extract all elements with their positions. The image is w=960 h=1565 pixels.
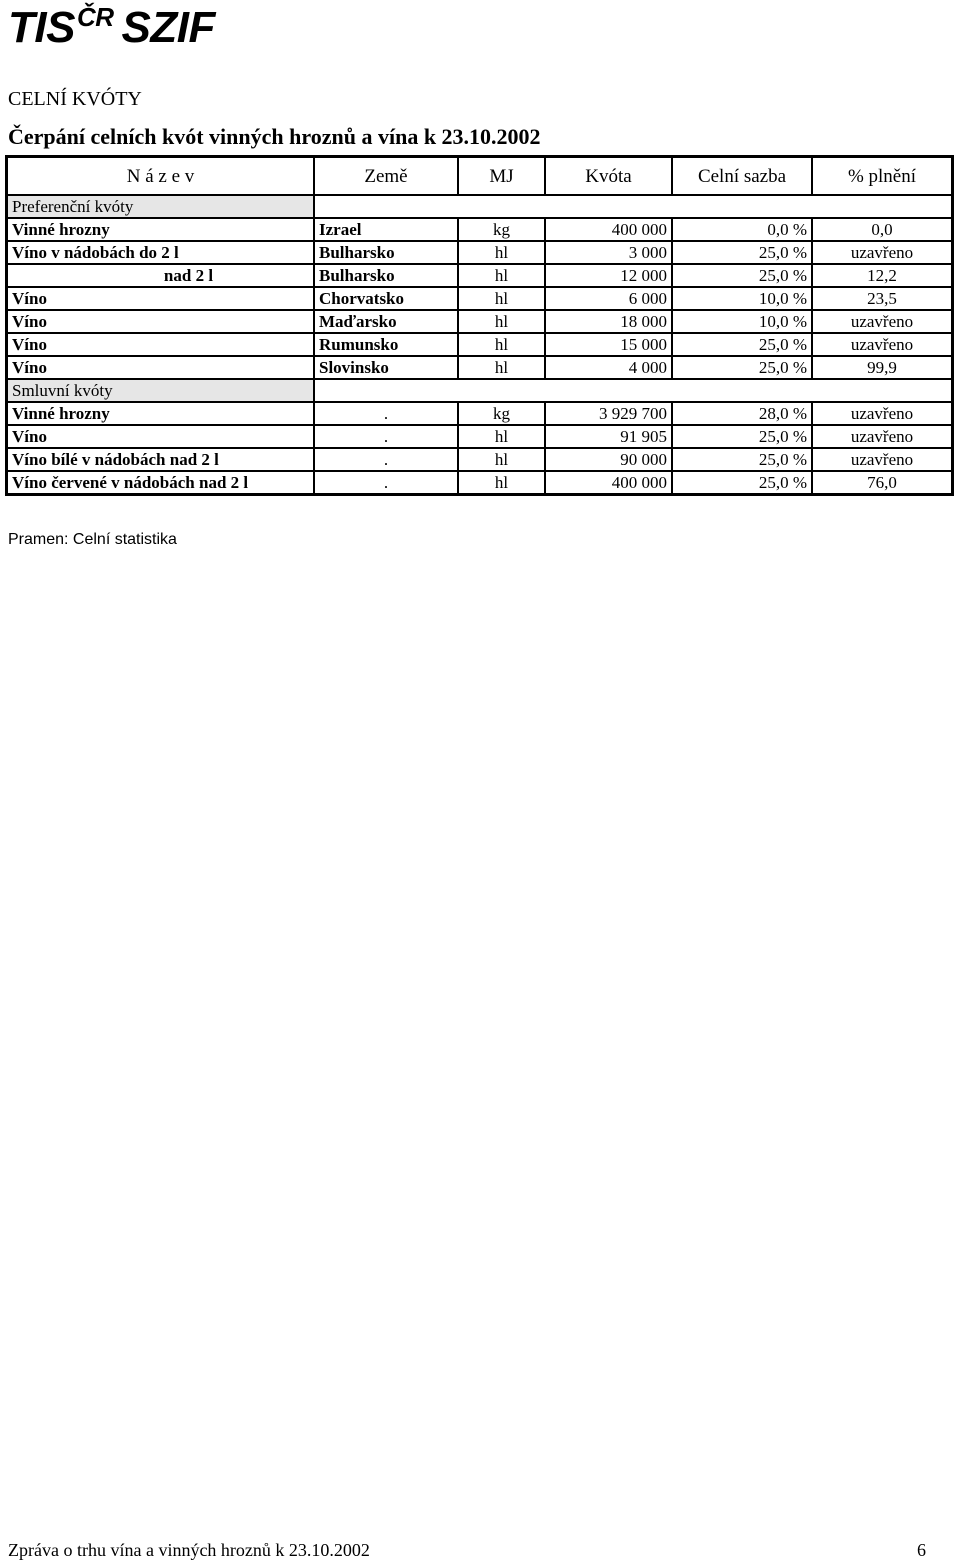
table-row (7, 241, 953, 264)
table-header-row (7, 157, 953, 196)
table-row (7, 425, 953, 448)
cell-quota: 6 000 (545, 287, 672, 310)
cell-fulfilment: 0,0 (812, 218, 953, 241)
cell-duty-rate: 25,0 % (672, 241, 812, 264)
cell-unit: hl (458, 448, 545, 471)
footer-text: Zpráva o trhu vína a vinných hroznů k 23.10.2002 (8, 1540, 370, 1560)
logo-superscript: ČR (76, 2, 114, 32)
source-note: Pramen: Celní statistika (8, 531, 177, 548)
cell-unit: hl (458, 333, 545, 356)
group-label: Smluvní kvóty (7, 379, 315, 402)
logo-tail: SZIF (121, 3, 215, 52)
cell-unit: kg (458, 402, 545, 425)
quota-table (5, 155, 954, 496)
cell-fulfilment: uzavřeno (812, 402, 953, 425)
logo (8, 2, 215, 52)
cell-fulfilment: 23,5 (812, 287, 953, 310)
page-number: 6 (917, 1540, 926, 1560)
table-body (7, 195, 953, 495)
cell-quota: 15 000 (545, 333, 672, 356)
table-row (7, 471, 953, 495)
cell-country: . (314, 471, 458, 495)
cell-duty-rate: 25,0 % (672, 448, 812, 471)
cell-duty-rate: 0,0 % (672, 218, 812, 241)
group-empty-cell (314, 379, 953, 402)
column-header-quota: Kvóta (545, 157, 672, 196)
cell-duty-rate: 25,0 % (672, 264, 812, 287)
table-row (7, 264, 953, 287)
cell-country: Rumunsko (314, 333, 458, 356)
cell-unit: hl (458, 310, 545, 333)
column-header-country: Země (314, 157, 458, 196)
cell-duty-rate: 28,0 % (672, 402, 812, 425)
cell-quota: 3 929 700 (545, 402, 672, 425)
cell-duty-rate: 25,0 % (672, 425, 812, 448)
group-row (7, 195, 953, 218)
cell-name: Víno červené v nádobách nad 2 l (7, 471, 315, 495)
cell-country: Bulharsko (314, 241, 458, 264)
cell-fulfilment: uzavřeno (812, 310, 953, 333)
cell-name: Vinné hrozny (7, 218, 315, 241)
cell-quota: 3 000 (545, 241, 672, 264)
cell-name: Víno (7, 356, 315, 379)
cell-name: Víno v nádobách do 2 l (7, 241, 315, 264)
column-header-unit: MJ (458, 157, 545, 196)
cell-unit: hl (458, 287, 545, 310)
cell-quota: 400 000 (545, 471, 672, 495)
table-row (7, 448, 953, 471)
cell-fulfilment: 76,0 (812, 471, 953, 495)
cell-unit: hl (458, 356, 545, 379)
table-row (7, 333, 953, 356)
cell-duty-rate: 25,0 % (672, 356, 812, 379)
cell-unit: kg (458, 218, 545, 241)
cell-country: Maďarsko (314, 310, 458, 333)
table-row (7, 310, 953, 333)
table-row (7, 218, 953, 241)
cell-fulfilment: uzavřeno (812, 448, 953, 471)
cell-duty-rate: 25,0 % (672, 333, 812, 356)
column-header-fulfilment: % plnění (812, 157, 953, 196)
column-header-name: N á z e v (7, 157, 315, 196)
cell-name: nad 2 l (7, 264, 315, 287)
table-row (7, 402, 953, 425)
cell-duty-rate: 10,0 % (672, 310, 812, 333)
cell-fulfilment: uzavřeno (812, 425, 953, 448)
cell-unit: hl (458, 241, 545, 264)
group-label: Preferenční kvóty (7, 195, 315, 218)
cell-country: Chorvatsko (314, 287, 458, 310)
cell-name: Vinné hrozny (7, 402, 315, 425)
group-empty-cell (314, 195, 953, 218)
cell-name: Víno bílé v nádobách nad 2 l (7, 448, 315, 471)
cell-quota: 12 000 (545, 264, 672, 287)
cell-country: . (314, 425, 458, 448)
cell-name: Víno (7, 333, 315, 356)
cell-quota: 4 000 (545, 356, 672, 379)
cell-fulfilment: 99,9 (812, 356, 953, 379)
cell-unit: hl (458, 425, 545, 448)
cell-quota: 18 000 (545, 310, 672, 333)
cell-quota: 90 000 (545, 448, 672, 471)
cell-name: Víno (7, 287, 315, 310)
cell-fulfilment: 12,2 (812, 264, 953, 287)
cell-fulfilment: uzavřeno (812, 241, 953, 264)
cell-country: . (314, 402, 458, 425)
cell-quota: 400 000 (545, 218, 672, 241)
cell-unit: hl (458, 471, 545, 495)
cell-country: Bulharsko (314, 264, 458, 287)
column-header-duty-rate: Celní sazba (672, 157, 812, 196)
cell-country: Slovinsko (314, 356, 458, 379)
logo-main: TIS (8, 3, 75, 52)
group-row (7, 379, 953, 402)
cell-duty-rate: 10,0 % (672, 287, 812, 310)
cell-unit: hl (458, 264, 545, 287)
document-title: Čerpání celních kvót vinných hroznů a vína k 23.10.2002 (8, 124, 541, 149)
table-row (7, 356, 953, 379)
cell-duty-rate: 25,0 % (672, 471, 812, 495)
cell-fulfilment: uzavřeno (812, 333, 953, 356)
cell-quota: 91 905 (545, 425, 672, 448)
cell-name: Víno (7, 310, 315, 333)
table-row (7, 287, 953, 310)
section-title: CELNÍ KVÓTY (8, 88, 142, 110)
cell-country: Izrael (314, 218, 458, 241)
cell-name: Víno (7, 425, 315, 448)
cell-country: . (314, 448, 458, 471)
